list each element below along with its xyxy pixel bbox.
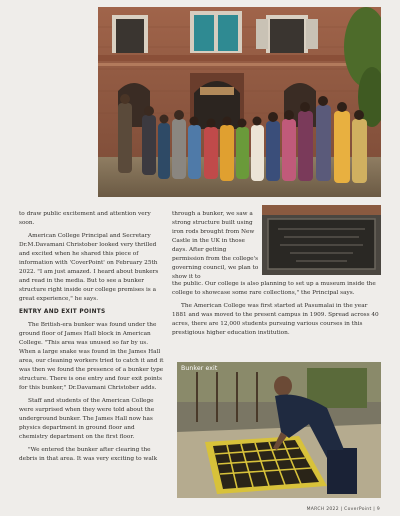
left-text-column [19,210,165,468]
page-number: 9 [376,507,380,512]
issue-date: MARCH 2022 [306,507,339,512]
paragraph: The American College was first started at Pasumalai in the year 1881 and was moved to the present campus in 1909. Spread across 40 acres, there are 12,000 students pursuing various courses in this prestigious higher education institution. [172,303,379,336]
photo-caption: Bunker exit [181,365,218,372]
bunker-exit-photo [177,362,381,498]
paragraph: The British-era bunker was found under the ground floor of James Hall block in American College. "This area was unused so far by us. When a large snake was found in the James Hall area, our cleaning workers tried to catch it and it was then we found the presence of a bunker type structure. There is one entry and four exit points for this bunker," Dr.Davamani Christober adds. [19,322,164,391]
right-text-continuation [172,280,381,342]
paragraph: "We entered the bunker after clearing the debris in that area. It was very exciting to walk [19,447,158,462]
middle-text-column [172,210,259,286]
section-heading: ENTRY AND EXIT POINTS [19,309,106,315]
page-footer [307,507,380,512]
magazine-name: CoverPoint [344,507,372,512]
paragraph: to draw public excitement and attention very soon. [19,211,151,226]
foundation-plaque-photo [262,205,381,275]
footer-separator: | [373,507,376,512]
building-group-photo [98,7,381,197]
paragraph: Staff and students of the American College were surprised when they were told about the underground bunker. The James Hall now has physics department in ground floor and chemistry department on the first floor. [19,398,155,440]
paragraph: through a bunker, we saw a strong structure built using iron rods brought from New Castle in the UK in those days. After getting permission from the college's governing council, we plan to show it to [172,211,259,280]
footer-separator: | [340,507,343,512]
paragraph: the public. Our college is also planning to set up a museum inside the college to showcase some rare collections," the Principal says. [172,281,376,296]
paragraph: American College Principal and Secretary Dr.M.Davamani Christober looked very thrilled and excited when he shared this piece of information with 'CoverPoint' on February 25th 2022. "I am just amazed. I heard about bunkers and read in the media. But to see a bunker structure right inside our college premises is a great experience," he says. [19,233,159,302]
